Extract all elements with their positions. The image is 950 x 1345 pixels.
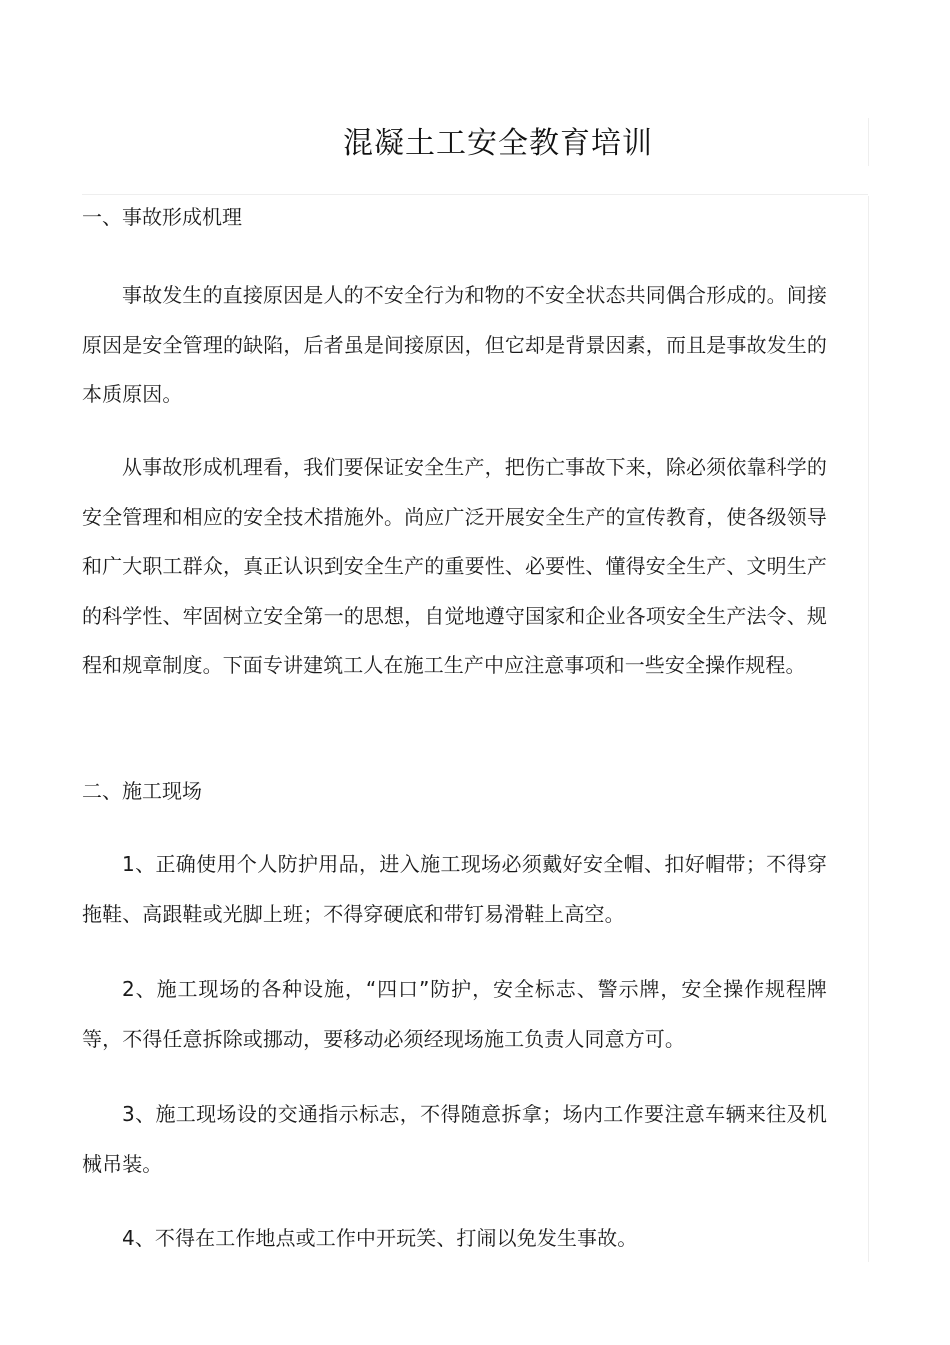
section-heading-construction-site: 二、施工现场 bbox=[82, 779, 202, 803]
paragraph-safety-education: 从事故形成机理看，我们要保证安全生产，把伤亡事故下来，除必须依靠科学的安全管理和相应的安全技术措施外。尚应广泛开展安全生产的宣传教育，使各级领导和广大职工群众，真正认识到安全生产的重要性、必要性、懂得安全生产、文明生产的科学性、牢固树立安全第一的思想，自觉地遵守国家和企业各项安全生产法令、规程和规章制度。下面专讲建筑工人在施工生产中应注意事项和一些安全操作规程。 bbox=[82, 455, 827, 677]
section-heading-mechanism: 一、事故形成机理 bbox=[82, 205, 242, 229]
paragraph-direct-causes: 事故发生的直接原因是人的不安全行为和物的不安全状态共同偶合形成的。间接原因是安全管理的缺陷，后者虽是间接原因，但它却是背景因素，而且是事故发生的本质原因。 bbox=[82, 283, 827, 406]
margin-rule-top bbox=[868, 118, 869, 166]
paragraph-rule-3: 3、施工现场设的交通指示标志，不得随意拆拿；场内工作要注意车辆来往及机械吊装。 bbox=[82, 1102, 827, 1176]
paragraph-rule-1: 1、正确使用个人防护用品，进入施工现场必须戴好安全帽、扣好帽带；不得穿拖鞋、高跟鞋或光脚上班；不得穿硬底和带钉易滑鞋上高空。 bbox=[82, 852, 827, 926]
paragraph-rule-2: 2、施工现场的各种设施，“四口”防护，安全标志、警示牌，安全操作规程牌等，不得任意拆除或挪动，要移动必须经现场施工负责人同意方可。 bbox=[82, 977, 827, 1051]
header-divider bbox=[82, 194, 868, 195]
paragraph-rule-4: 4、不得在工作地点或工作中开玩笑、打闹以免发生事故。 bbox=[122, 1226, 638, 1250]
margin-rule bbox=[868, 196, 869, 1262]
page-title: 混凝土工安全教育培训 bbox=[343, 126, 653, 161]
